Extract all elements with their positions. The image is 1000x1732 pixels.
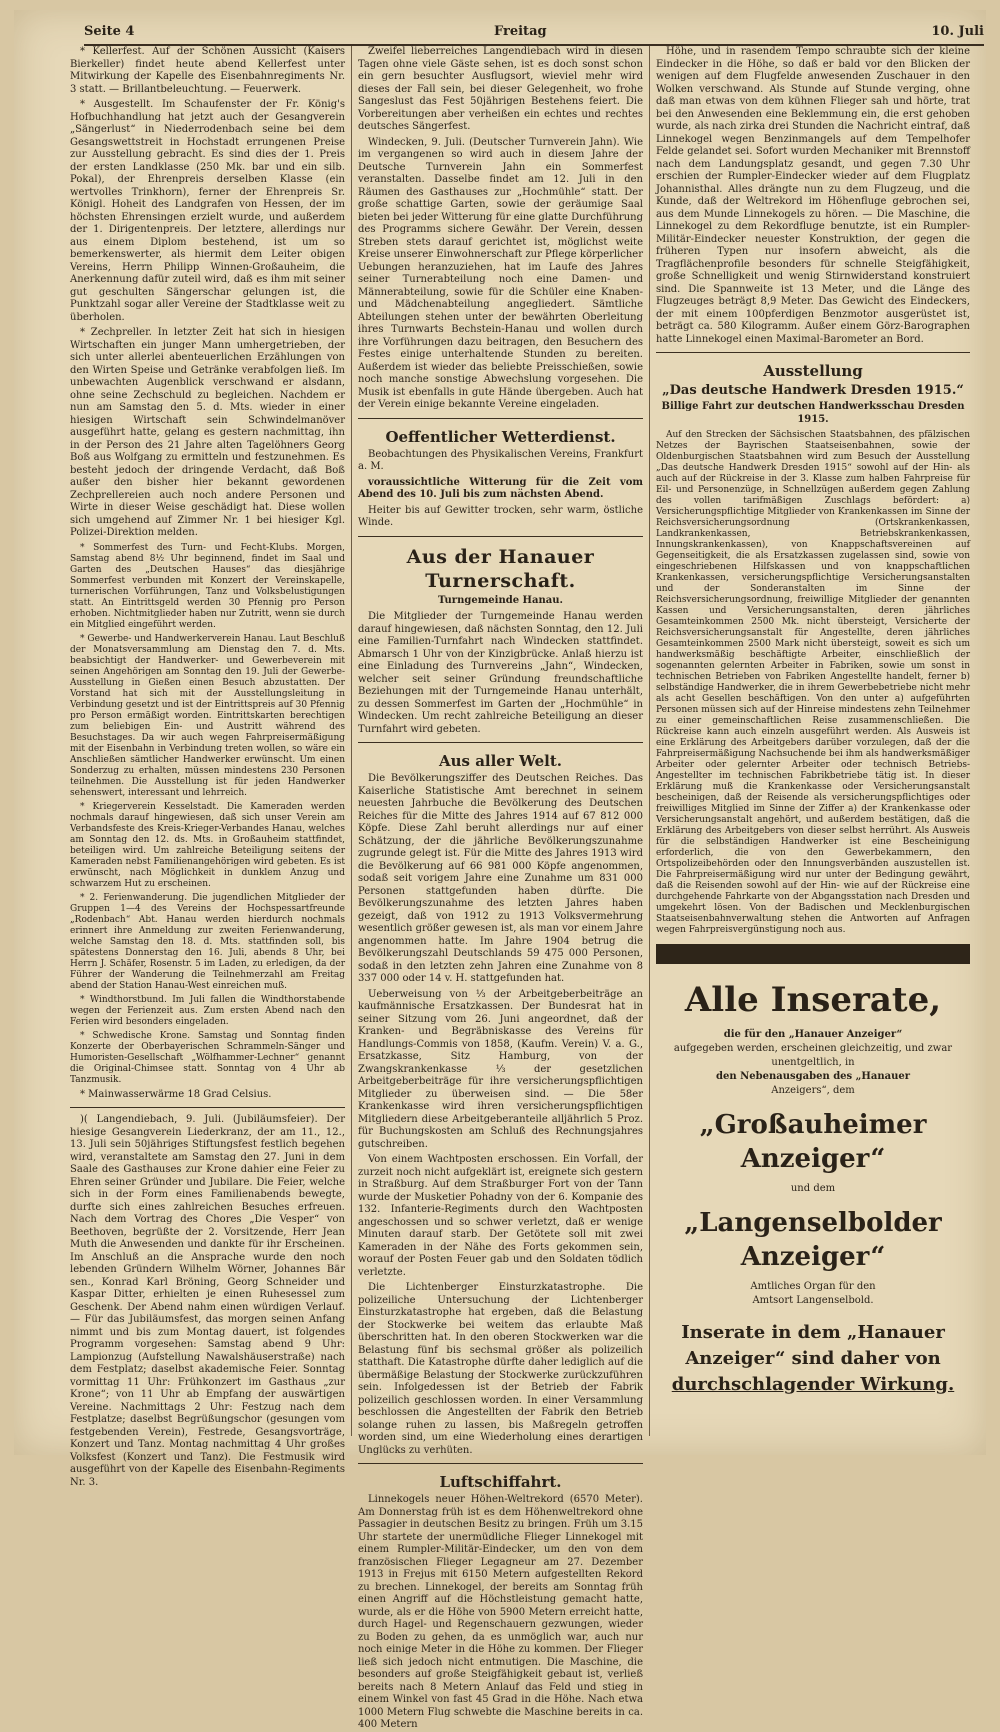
- article-ersatzkassen: Ueberweisung von ⅓ der Arbeitgeberbeiträge an kaufmännische Ersatzkassen. Der Bundesrat hat in seiner Sitzung vom 26. Juni angeordnet, daß der Kranken- und Begräbniskasse des Vereins für Handlungs-Commis von 1858, (Kaufm. Verein) V. a. G., Ersatzkasse, Sitz Hamburg, von der Zwangskrankenkasse ⅓ der gesetzlichen Arbeitgeberbeiträge für ihre versicherungspflichtigen Mitglieder zu überweisen sind. — Die 58er Krankenkasse wird ihren versicherungspflichtigen Mitgliedern diese Arbeitgeberanteile alljährlich 5 Proz. für Buchungskosten am Schluß des Rechnungsjahres gutschreiben.: [358, 988, 643, 1150]
- article-kellerfest: * Kellerfest. Auf der Schönen Aussicht (Kaisers Bierkeller) findet heute abend Kellerfest unter Mitwirkung der Kapelle des Eisenbahnregiments Nr. 3 statt. — Brillantbeleuchtung. — Feuerwerk.: [70, 46, 345, 95]
- column-2: [358, 46, 643, 1730]
- heading-luftschiffahrt: Luftschiffahrt.: [439, 1473, 562, 1491]
- article-ausgestellt: * Ausgestellt. Im Schaufenster der Fr. König's Hofbuchhandlung hat jetzt auch der Gesangverein „Sängerlust“ in Niederrodenbach seine bei dem Gesangswettstreit in Hochstadt errungenen Preise zur Ausstellung gebracht. Es sind dies der 1. Preis der ersten Landklasse (250 Mk. bar und ein silb. Pokal), der Ehrenpreis derselben Klasse (ein wertvolles Trinkhorn), ferner der Ehrenpreis Sr. Königl. Hoheit des Landgrafen von Hessen, der im höchsten Ehrensingen erzielt wurde, und außerdem der 1. Dirigentenpreis. Der letztere, allerdings nur aus einem Diplom bestehend, ist um so bemerkenswerter, als hiermit dem Leiter obigen Vereins, Herrn Philipp Winnen-Großauheim, die Anerkennung dafür zuteil wird, daß es ihm mit seiner gut geschulten Sängerschar gelungen ist, die Punktzahl sogar aller Vereine der Stadtklasse weit zu überholen.: [70, 99, 345, 323]
- ad-line: Amtliches Organ für den: [750, 1281, 876, 1292]
- ad-line: und dem: [790, 1183, 836, 1194]
- page-number: Seite 4: [84, 24, 135, 39]
- article-langendiebach-cont: Zweifel lieberreiches Langendiebach wird in diesen Tagen ohne viele Gäste sehen, ist es doch sonst schon ein gern besuchter Ausflugsort, wieviel mehr wird dieses der Fall sein, bei dieser Gelegenheit, wo frohe Sangeslust das Fest 50jährigen Bestehens feiert. Die Vorbereitungen aber verheißen ein echtes und rechtes deutsches Sängerfest.: [358, 46, 643, 132]
- subheading-turngemeinde: Turngemeinde Hanau.: [438, 594, 563, 606]
- weather-forecast: Heiter bis auf Gewitter trocken, sehr warm, östliche Winde.: [358, 504, 643, 528]
- article-windecken: Windecken, 9. Juli. (Deutscher Turnverein Jahn). Wie im vergangenen so wird auch in diesem Jahre der Deutsche Turnverein Jahn ein Sommerfest veranstalten. Dasselbe findet am 12. Juli in den Räumen des Gasthauses zur „Hochmühle“ statt. Der große schattige Garten, sowie der geräumige Saal bieten bei jeder Witterung für eine glatte Durchführung des Programms sichere Gewähr. Der Verein, dessen Streben stets darauf gerichtet ist, möglichst weite Kreise unserer Einwohnerschaft zur Pflege körperlicher Uebungen heranzuziehen, hat im Laufe des Jahres seiner Turnerabteilung noch eine Damen- und Männerabteilung, sowie für die Schüler eine Knaben- und Mädchenabteilung angegliedert. Sämtliche Abteilungen stehen unter der bewährten Oberleitung ihres Turnwarts Bechstein-Hanau und wollen durch ihre Vorführungen dazu beitragen, den Besuchern des Festes einige unterhaltende Stunden zu bereiten. Außerdem ist wieder das beliebte Preisschießen, sowie noch manche sonstige Abwechslung vorgesehen. Die Musik ist ebenfalls in gute Hände übergeben. Auch hat der Verein einige bekannte Vereine eingeladen.: [358, 136, 643, 410]
- ad-paper-langenselbold: „Langenselbolder Anzeiger“: [684, 1208, 942, 1272]
- ad-line: die für den „Hanauer Anzeiger“: [723, 1029, 903, 1040]
- divider: [358, 1463, 643, 1464]
- article-schwedische-krone: * Schwedische Krone. Samstag und Sonntag finden Konzerte der Oberbayerischen Schrammeln-Sänger und Humoristen-Gesellschaft „Wölfhammer-Lechner“ genannt die Original-Chimsee statt. Sonntag von 4 Uhr ab Tanzmusik.: [70, 1030, 345, 1085]
- weather-source: Beobachtungen des Physikalischen Vereins, Frankfurt a. M.: [358, 448, 643, 472]
- ad-title: Alle Inserate,: [684, 980, 942, 1020]
- ad-line: aufgegeben werden, erscheinen gleichzeitig, und zwar unentgeltlich, in: [673, 1043, 953, 1068]
- column-rule: [351, 46, 352, 1436]
- ad-paper-grossauheim: „Großauheimer Anzeiger“: [699, 1110, 927, 1174]
- divider: [70, 1107, 345, 1108]
- article-windthorstbund: * Windthorstbund. Im Juli fallen die Windthorstabende wegen der Ferienzeit aus. Zum ersten Abend nach den Ferien wird besonders eingeladen.: [70, 994, 345, 1027]
- weekday: Freitag: [494, 24, 547, 39]
- heading-turnerschaft: Aus der Hanauer Turnerschaft.: [406, 545, 595, 592]
- article-kriegerverein: * Kriegerverein Kesselstadt. Die Kameraden werden nochmals darauf hingewiesen, daß sich unser Verein am Verbandsfeste des Kreis-Krieger-Verbandes Hanau, welches am Sonntag den 12. ds. Mts. in Großauheim stattfindet, beteiligen wird. Um zahlreiche Beteiligung seitens der Kameraden nebst Familienangehörigen wird gebeten. Es ist erwünscht, nach Möglichkeit in dunklem Anzug und schwarzem Hut zu erscheinen.: [70, 801, 345, 889]
- heading-handwerk-dresden: „Das deutsche Handwerk Dresden 1915.“: [662, 383, 964, 398]
- column-1: [70, 46, 345, 1488]
- article-bevoelkerung: Die Bevölkerungsziffer des Deutschen Reiches. Das Kaiserliche Statistische Amt berechnet in seinem neuesten Jahrbuche die Bevölkerung des Deutschen Reiches für die Mitte des Jahres 1914 auf 67 812 000 Köpfe. Diese Zahl beruht allerdings nur auf einer Schätzung, der die jährliche Bevölkerungszunahme zugrunde gelegt ist. Für die Mitte des Jahres 1913 wird die Bevölkerung auf 66 981 000 Köpfe angenommen, sodaß seit vorigem Jahre eine Zunahme um 831 000 Personen stattgefunden haben dürfte. Die Bevölkerungszunahme des letzten Jahres haben gezeigt, daß von 1912 zu 1913 Volksvermehrung wesentlich größer gewesen ist, als man vor einem Jahre angenommen hatte. Im Jahre 1904 betrug die Bevölkerungszahl Deutschlands 59 475 000 Personen, sodaß in den letzten zehn Jahren eine Zunahme von 8 337 000 oder 14 v. H. stattgefunden hat.: [358, 773, 643, 984]
- article-sommerfest: * Sommerfest des Turn- und Fecht-Klubs. Morgen, Samstag abend 8½ Uhr beginnend, findet im Saal und Garten des „Deutschen Hauses“ das diesjährige Sommerfest verbunden mit Konzert der Vereinskapelle, turnerischen Vorführungen, Tanz und Volksbelustigungen statt. An Eintrittsgeld werden 30 Pfennig pro Person erhoben. Nichtmitglieder haben nur Zutritt, wenn sie durch ein Mitglied eingeführt werden.: [70, 542, 345, 630]
- article-linnekogel-cont: Höhe, und in rasendem Tempo schraubte sich der kleine Eindecker in die Höhe, so daß er bald vor den Blicken der wenigen auf dem Flugfelde anwesenden Zuschauer in den Wolken verschwand. Als Stunde auf Stunde verging, ohne daß man etwas von dem kühnen Flieger sah und hörte, trat bei den Anwesenden eine Beklemmung ein, die erst gehoben wurde, als nach zirka drei Stunden die Nachricht eintraf, daß Linnekogel wegen Benzinmangels auf dem Tempelhofer Felde gelandet sei. Sofort wurden Mechaniker mit Brennstoff nach dem Landungsplatz gesandt, und gegen 7.30 Uhr erschien der Rumpler-Eindecker wieder auf dem Flugplatz Johannisthal. Alles drängte nun zu dem Flugzeug, und die Kunde, daß der Weltrekord im Höhenfluge gebrochen sei, aus dem Munde Linnekogels zu hören. — Die Maschine, die Linnekogel zu dem Rekordfluge benutzte, ist ein Rumpler-Militär-Eindecker neuester Konstruktion, der gegen die früheren Typen nur insofern abweicht, als die Tragflächenprofile besonders für schnelle Steigfähigkeit, große Schnelligkeit und wenig Stirnwiderstand konstruiert sind. Die Spannweite ist 13 Meter, und die Länge des Flugzeuges beträgt 8,9 Meter. Das Gewicht des Eindeckers, der mit einem 100pferdigen Benzmotor ausgerüstet ist, beträgt ca. 580 Kilogramm. Außer einem Görz-Barographen hatte Linnekogel einen Maximal-Barometer an Bord.: [656, 46, 970, 345]
- heading-ausstellung: Ausstellung: [763, 362, 863, 380]
- subheading-billige-fahrt: Billige Fahrt zur deutschen Handwerksschau Dresden 1915.: [661, 401, 965, 425]
- divider: [656, 352, 970, 353]
- ad-line: Anzeigers“, dem: [771, 1085, 855, 1096]
- ad-line: Amtsort Langenselbold.: [752, 1295, 874, 1306]
- date: 10. Juli: [931, 24, 984, 39]
- article-lichtenberg: Die Lichtenberger Einsturzkatastrophe. Die polizeiliche Untersuchung der Lichtenberger Einsturzkatastrophe hat ergeben, daß die Belastung der Stockwerke bei weitem das erlaubte Maß überschritten hat. In den oberen Stockwerken war die Belastung fünf bis sechsmal größer als polizeilich statthaft. Die Katastrophe dürfte daher lediglich auf die übermäßige Belastung der Stockwerke zurückzuführen sein. Infolgedessen ist der Betrieb der Fabrik polizeilich geschlossen worden. In einer Versammlung beschlossen die Angestellten der Fabrik den Betrieb solange ruhen zu lassen, bis Maßregeln getroffen worden sind, um eine Wiederholung eines derartigen Unglücks zu verhüten.: [358, 1282, 643, 1456]
- article-turnfahrt: Die Mitglieder der Turngemeinde Hanau werden darauf hingewiesen, daß nächsten Sonntag, den 12. Juli eine Familien-Turnfahrt nach Windecken stattfindet. Abmarsch 1 Uhr von der Kinzigbrücke. Anlaß hierzu ist eine Einladung des Turnvereins „Jahn“, Windecken, welcher seit seiner Gründung freundschaftliche Beziehungen mit der Turngemeinde Hanau unterhält, zu dessen Sommerfest im Garten der „Hochmühle“ in Windecken. Um recht zahlreiche Beteiligung an dieser Turnfahrt wird gebeten.: [358, 611, 643, 735]
- weather-period: voraussichtliche Witterung für die Zeit vom Abend des 10. Juli bis zum nächsten Abend.: [358, 476, 643, 500]
- column-rule: [649, 46, 650, 1436]
- advertisement: [656, 978, 970, 1398]
- heading-wetterdienst: Oeffentlicher Wetterdienst.: [385, 427, 616, 446]
- ad-line: den Nebenausgaben des „Hanauer: [716, 1071, 910, 1082]
- article-gewerbeverein: * Gewerbe- und Handwerkerverein Hanau. Laut Beschluß der Monatsversammlung am Dienstag den 7. d. Mts. beabsichtigt der Handwerker- und Gewerbeverein mit seinen Angehörigen am Sonntag den 19. Juli der Gewerbe-Ausstellung in Gießen einen Besuch abzustatten. Der Vorstand hat sich mit der Ausstellungsleitung in Verbindung gesetzt und ist der Eintrittspreis auf 30 Pfennig pro Person ermäßigt worden. Eintrittskarten berechtigen zum beliebigen Ein- und Austritt während des Besuchstages. Da wir auch wegen Fahrpreisermäßigung mit der Eisenbahn in Verbindung treten wollen, so wäre ein Anschließen sämtlicher Handwerker erwünscht. Um einen Sonderzug zu erhalten, müssen mindestens 230 Personen teilnehmen. Die Ausstellung ist für jeden Handwerker sehenswert, interessant und lehrreich.: [70, 633, 345, 798]
- ad-top-bar: [656, 944, 970, 964]
- page-header: [84, 20, 984, 46]
- article-mainwasser: * Mainwasserwärme 18 Grad Celsius.: [80, 1088, 272, 1100]
- article-zechpreller: * Zechpreller. In letzter Zeit hat sich in hiesigen Wirtschaften ein junger Mann umhergetrieben, der sich unter allerlei abenteuerlichen Erzählungen von den Wirten Speise und Getränke verabfolgen ließ. Im unbewachten Augenblick verschwand er alsdann, ohne seine Zechschuld zu begleichen. Nachdem er nun am Samstag den 5. d. Mts. wieder in einer hiesigen Wirtschaft sein Schwindelmanöver ausgeführt hatte, gelang es gestern nachmittag, ihn in der Person des 21 Jahre alten Tagelöhners Georg Boß aus Wolfgang zu ermitteln und festzunehmen. Es besteht jedoch der dringende Verdacht, daß Boß außer den bisher hier bekannt gewordenen Zechprellereien auch noch andere Personen und Wirte in dieser Weise geschädigt hat. Diese wollen sich umgehend auf Zimmer Nr. 1 bei hiesiger Kgl. Polizei-Direktion melden.: [70, 327, 345, 538]
- article-linnekogel: Linnekogels neuer Höhen-Weltrekord (6570 Meter). Am Donnerstag früh ist es dem Höhenweltrekord ohne Passagier in deutschen Besitz zu bringen. Früh um 3.15 Uhr startete der unermüdliche Flieger Linnekogel mit einem Rumpler-Militär-Eindecker, um den von dem französischen Flieger Legagneur am 27. Dezember 1913 in Frejus mit 6150 Metern aufgestellten Rekord zu brechen. Linnekogel, der bereits am Sonntag früh einen Angriff auf die Höchstleistung gemacht hatte, wurde, als er die Höhe von 5900 Metern erreicht hatte, durch Hagel- und Regenschauern gezwungen, wieder zu Boden zu gehen, da es unmöglich war, auch nur noch einige Meter in die Höhe zu kommen. Der Flieger ließ sich jedoch nicht entmutigen. Die Maschine, die besonders auf große Steigfähigkeit gebaut ist, verließ bereits nach 8 Metern Anlauf das Feld und stieg in einem Winkel von fast 45 Grad in die Höhe. Nach etwa 1000 Metern Flug schwebte die Maschine bereits in ca. 400 Metern: [358, 1494, 643, 1730]
- divider: [358, 742, 643, 743]
- ad-footer-line: durchschlagender Wirkung.: [671, 1374, 955, 1395]
- article-langendiebach: )( Langendiebach, 9. Juli. (Jubiläumsfeier). Der hiesige Gesangverein Liederkranz, der am 11., 12., 13. Juli sein 50jähriges Stiftungsfest festlich begehen wird, veranstaltete am Samstag den 27. Juni in dem Saale des Gasthauses zur Krone dahier eine Feier zu Ehren seiner Gründer und Jubilare. Die Feier, welche sich in der Form eines Familienabends bewegte, durfte sich eines zahlreichen Besuches erfreuen. Nach dem Vortrag des Chores „Die Vesper“ von Beethoven, begrüßte der 2. Vorsitzende, Herr Jean Muth die Anwesenden und dankte für ihr Erscheinen. Im Anschluß an die Ansprache wurde den noch lebenden Gründern Wilhelm Wörner, Johannes Bär sen., Konrad Karl Bröning, Georg Schneider und Kaspar Ditter, erhielten je einen Ruhesessel zum Geschenk. Der Abend nahm einen würdigen Verlauf. — Für das Jubiläumsfest, das morgen seinen Anfang nimmt und bis zum Montag dauert, ist folgendes Programm vorgesehen: Samstag abend 9 Uhr: Lampionzug (Aufstellung Nawalshäuserstraße) nach dem Festplatz; daselbst akademische Feier. Sonntag vormittag 11 Uhr: Frühkonzert im Gasthaus „zur Krone“; von 11 Uhr ab Empfang der auswärtigen Vereine. Nachmittags 2 Uhr: Festzug nach dem Festplatze; daselbst Begrüßungschor (gesungen vom festgebenden Verein), Festrede, Gesangsvorträge, Konzert und Tanz. Montag nachmittag 4 Uhr großes Volksfest (Konzert und Tanz). Die Festmusik wird ausgeführt von der Kapelle des Eisenbahn-Regiments Nr. 3.: [70, 1114, 345, 1488]
- divider: [358, 418, 643, 419]
- article-ausstellung-fahrt: Auf den Strecken der Sächsischen Staatsbahnen, des pfälzischen Netzes der Bayrischen Staatseisenbahnen, sowie der Oldenburgischen Staatsbahnen wird zum Besuch der Ausstellung „Das deutsche Handwerk Dresden 1915“ sowohl auf der Hin- als auch auf der Rückreise in der 3. Klasse zum halben Fahrpreise für Eil- und Personenzüge, in Schnellzügen außerdem gegen Zahlung des vollen tarifmäßigen Zuschlags befördert: a) Versicherungspflichtige Mitglieder von Krankenkassen im Sinne der Reichsversicherungsordnung (Ortskrankenkassen, Landkrankenkassen, Betriebskrankenkassen, Innungskrankenkassen), von Knappschaftsvereinen auf Gegenseitigkeit, die als Ersatzkassen zugelassen sind, sowie von eingeschriebenen Hilfskassen und von knappschaftlichen Krankenkassen, versicherungspflichtige Versicherungsanstalten und der Sonderanstalten im Sinne der Reichsversicherungsordnung, freiwillige Mitglieder der genannten Kassen und Versicherungsanstalten, deren jährliches Gesamteinkommen 2500 Mk. nicht übersteigt, Versicherte der Reichsversicherungsanstalt für Angestellte, deren jährliches Gesamteinkommen 2500 Mark nicht übersteigt, soweit es sich um handwerksmäßig beschäftigte Arbeiter, einschließlich der sogenannten gelernten Arbeiter in Fabriken, sowie um sonst in technischen Betrieben von Fabriken Angestellte handelt, ferner b) selbständige Handwerker, die in ihrem Gewerbebetriebe nicht mehr als acht Gesellen beschäftigen. Von den unter a) aufgeführten Personen müssen sich auf der Hinreise mindestens zehn Teilnehmer zu einer gemeinschaftlichen Reise zusammenschließen. Die Rückreise kann auch einzeln ausgeführt werden. Als Ausweis ist eine Erklärung des Arbeitgebers darüber vorzulegen, daß der die Fahrpreisermäßigung Nachsuchende bei ihm als handwerksmäßiger Arbeiter oder gelernter Arbeiter oder technisch Betriebs-Angestellter im technischen Fabrikbetriebe tätig ist. In dieser Erklärung muß die Krankenkasse oder Versicherungsanstalt bescheinigen, daß der Reisende als versicherungspflichtiges oder freiwilliges Mitglied im Sinne der Ziffer a) der Krankenkasse oder Versicherungsanstalt angehört, und außerdem bestätigen, daß die Erklärung des Arbeitgebers von dieser selbst herrührt. Als Ausweis für die selbständigen Handwerker ist eine Bescheinigung erforderlich, die von den Gewerbekammern, den Ortspolizeibehörden oder den Innungsverbänden auszustellen ist. Die Fahrpreisermäßigung wird nur unter der Bedingung gewährt, daß die Reisenden sowohl auf der Hin- wie auf der Rückreise eine durchgehende Fahrkarte von der Abgangsstation nach Dresden und umgekehrt lösen. Von der Badischen und Mecklenburgischen Staatseisenbahnverwaltung stehen die Antworten auf Anfragen wegen Fahrpreisvergünstigung noch aus.: [656, 430, 970, 935]
- ad-footer-line: Anzeiger“ sind daher von: [685, 1348, 941, 1369]
- article-wachtposten: Von einem Wachtposten erschossen. Ein Vorfall, der zurzeit noch nicht aufgeklärt ist, ereignete sich gestern in Straßburg. Auf dem Straßburger Fort von der Tann wurde der Musketier Pohadny von der 6. Kompanie des 132. Infanterie-Regiments durch den Wachtposten angeschossen und so schwer verletzt, daß er wenige Minuten darauf starb. Der Getötete soll mit zwei Kameraden in der Nähe des Forts gekommen sein, worauf der Posten Feuer gab und den Soldaten tödlich verletzte.: [358, 1154, 643, 1278]
- ad-footer-line: Inserate in dem „Hanauer: [681, 1322, 945, 1343]
- heading-aus-aller-welt: Aus aller Welt.: [438, 752, 562, 770]
- divider: [358, 536, 643, 537]
- article-ferienwanderung: * 2. Ferienwanderung. Die jugendlichen Mitglieder der Gruppen 1—4 des Vereins der Hochspessartfreunde „Rodenbach“ Abt. Hanau werden hierdurch nochmals erinnert ihre Anmeldung zur zweiten Ferienwanderung, welche Samstag den 18. d. Mts. stattfinden soll, bis spätestens Donnerstag den 16. Juli, abends 8 Uhr, bei Herrn J. Schäfer, Rosenstr. 5 im Laden, zu erledigen, da der Führer der Wanderung die Teilnehmerzahl am Freitag abend der Station Hanau-West einreichen muß.: [70, 892, 345, 991]
- column-3: [656, 46, 970, 1436]
